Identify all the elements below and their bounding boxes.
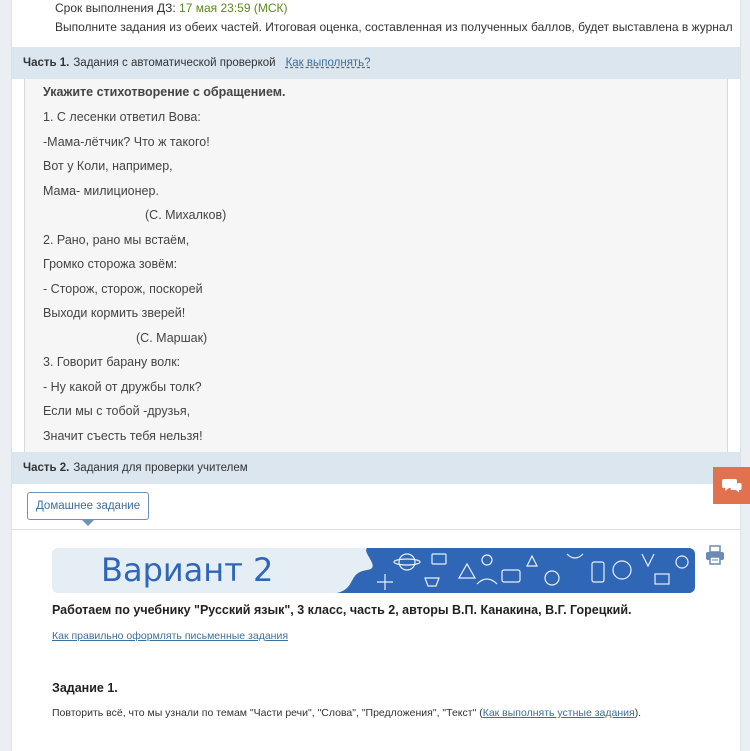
poem-line: - Ну какой от дружбы толк? — [43, 380, 202, 394]
poem-line: Вот у Коли, например, — [43, 159, 173, 173]
poem-line: - Сторож, сторож, поскорей — [43, 282, 203, 296]
how-to-complete-link[interactable]: Как выполнять? — [285, 57, 371, 69]
poem-line: Мама- милиционер. — [43, 184, 159, 198]
writing-rules-link[interactable]: Как правильно оформлять письменные задания — [52, 630, 289, 642]
poem-line: Значит съесть тебя нельзя! — [43, 429, 203, 443]
poem-line: Громко сторожа зовём: — [43, 257, 178, 271]
part2-title: Задания для проверки учителем — [73, 462, 248, 474]
task1-tail: ). — [634, 707, 642, 719]
variant-banner — [52, 548, 695, 593]
part2-header — [12, 452, 740, 484]
deadline-date: 17 мая 23:59 (МСК) — [179, 1, 288, 15]
poem-author: (С. Маршак) — [136, 331, 208, 345]
school-doodles-art — [337, 548, 695, 593]
task1-text: Повторить всё, что мы узнали по темам "Части речи", "Слова", "Предложения", "Текст" ( — [52, 707, 483, 719]
poem-line: -Мама-лётчик? Что ж такого! — [43, 135, 210, 149]
chat-icon — [722, 477, 742, 494]
poem-author: (С. Михалков) — [145, 208, 227, 222]
poem-line: Если мы с тобой -друзья, — [43, 404, 191, 418]
homework-card — [11, 0, 741, 751]
homework-tab[interactable]: Домашнее задание — [27, 492, 149, 520]
deadline-label: Срок выполнения ДЗ: — [55, 1, 176, 15]
poem-line: 1. С лесенки ответил Вова: — [43, 110, 201, 124]
tab-divider — [12, 529, 740, 530]
task-panel — [24, 79, 728, 452]
task1-title: Задание 1. — [52, 681, 118, 695]
task1-description — [52, 707, 641, 719]
part2-label: Часть 2. — [23, 462, 70, 474]
banner-title: Вариант 2 — [101, 551, 274, 589]
poem-line: 2. Рано, рано мы встаём, — [43, 233, 190, 247]
part1-title: Задания с автоматической проверкой — [73, 57, 276, 69]
chat-button[interactable] — [713, 467, 750, 504]
part1-header — [12, 47, 740, 79]
poem-line: Выходи кормить зверей! — [43, 306, 186, 320]
print-icon[interactable] — [704, 544, 726, 566]
instructions-text: Выполните задания из обеих частей. Итоговая оценка, составленная из полученных баллов, будет выставлена в журнал — [55, 20, 733, 34]
task-prompt: Укажите стихотворение с обращением. — [43, 85, 286, 99]
textbook-info: Работаем по учебнику "Русский язык", 3 класс, часть 2, авторы В.П. Канакина, В.Г. Горецкий. — [52, 603, 632, 617]
oral-tasks-link[interactable]: Как выполнять устные задания — [482, 707, 635, 719]
part1-label: Часть 1. — [23, 57, 70, 69]
deadline — [55, 1, 287, 15]
poem-line: 3. Говорит барану волк: — [43, 355, 181, 369]
